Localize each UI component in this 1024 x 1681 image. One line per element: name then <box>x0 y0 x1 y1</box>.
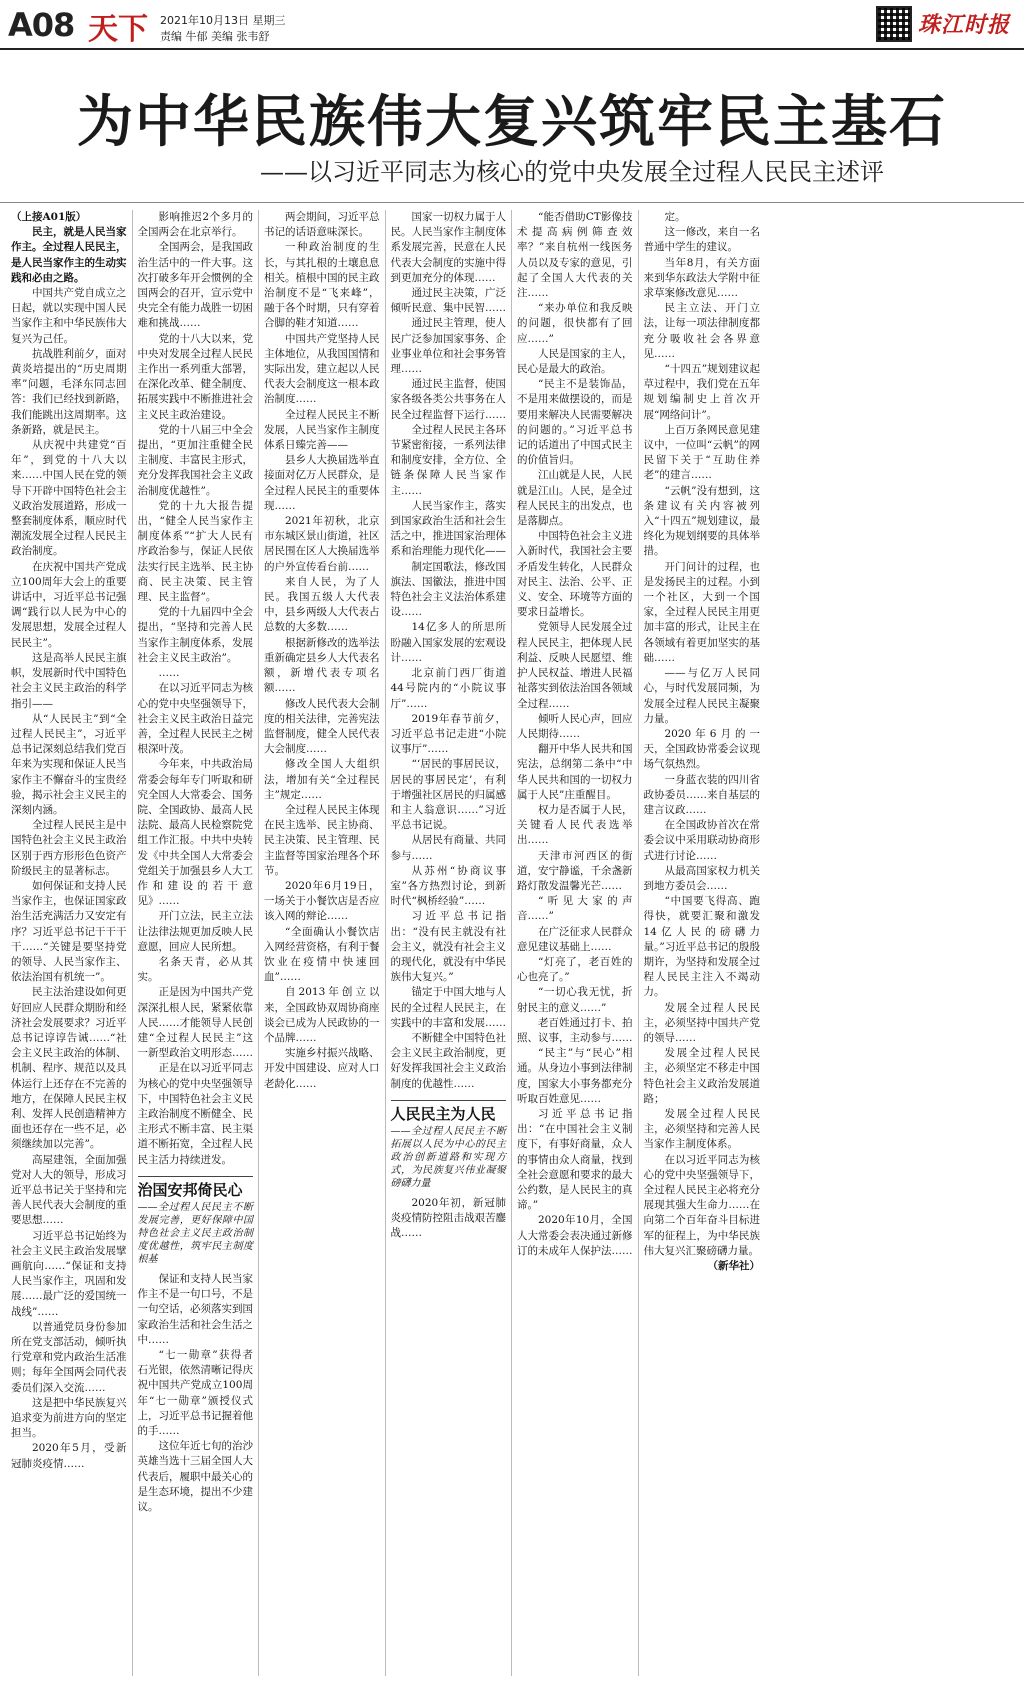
subsection-people-body <box>391 1196 507 1242</box>
paragraph: “‘居民的事居民议，居民的事居民定’，有利于增强社区居民的归属感和主人翁意识……”习近平总书记说。 <box>390 758 506 832</box>
paragraph: “七一勋章”获得者石光银，依然清晰记得庆祝中国共产党成立100周年“七一勋章”颁授仪式上，习近平总书记握着他的手…… <box>137 1349 253 1438</box>
paragraph: …… <box>158 667 180 680</box>
paragraph: 正是在以习近平同志为核心的党中央坚强领导下，中国特色社会主义民主政治制度不断健全、民主形式不断丰富、民主渠道不断拓宽，全过程人民民主活力持续迸发。 <box>137 1062 253 1166</box>
subsection-governance <box>138 1176 254 1266</box>
paragraph: 2021年初秋，北京市东城区景山街道，社区居民围在区人大换届选举的户外宣传看台前…… <box>264 515 380 573</box>
column-5 <box>512 210 639 1676</box>
paragraph: 江山就是人民，人民就是江山。人民，是全过程人民民主的出发点，也是落脚点。 <box>517 469 633 528</box>
paragraph: 2020年初，新冠肺炎疫情防控阻击战艰苦鏖战…… <box>390 1196 506 1240</box>
paragraph: 发展全过程人民民主，必须坚持中国共产党的领导…… <box>643 1001 760 1044</box>
paragraph: “一切心我无忧，折射民主的意义……” <box>517 986 633 1014</box>
editors-line: 责编 牛郁 美编 张韦舒 <box>160 30 270 43</box>
paragraph: 从庆祝中共建党“百年”，到党的十八大以来……中国人民在党的领导下开辟中国特色社会主义政治发展道路，形成一整套制度体系，顺应时代潮流发展全过程人民民主政治制度。 <box>11 439 127 558</box>
paragraph: 全过程人民民主是中国特色社会主义民主政治区别于西方形形色色资产阶级民主的显著标志。 <box>11 819 127 877</box>
paragraph: 民主立法、开门立法，让每一项法律制度都充分吸收社会各界意见…… <box>643 302 760 360</box>
paragraph: 在庆祝中国共产党成立100周年大会上的重要讲话中，习近平总书记强调“践行以人民为中心的发展思想，发展全过程人民民主”。 <box>11 560 127 649</box>
paragraph: 今年来，中共政治局常委会每年专门听取和研究全国人大常委会、国务院、全国政协、最高人民法院、最高人民检察院党组工作汇报。中共中央转发《中共全国人大常委会党组关于加强县乡人大工作和建设的若干意见》…… <box>137 758 253 908</box>
paragraph: 定。 <box>664 211 686 223</box>
paragraph: 中国共产党坚持人民主体地位，从我国国情和实际出发，建立起以人民代表大会制度这一根本政治制度…… <box>264 332 380 406</box>
paragraph: 开门问计的过程，也是发扬民主的过程。小到一个社区，大到一个国家，全过程人民民主用更加丰富的形式，让民主在各领域有着更加坚实的基础…… <box>643 560 760 664</box>
paragraph: 民主法治建设如何更好回应人民群众期盼和经济社会发展要求？习近平总书记谆谆告诫……“社会主义民主政治的体制、机制、程序、规范以及具体运行上还存在不完善的地方，在保障人民民主权利、发挥人民创造精神方面也还存在一些不足，必须继续加以完善”。 <box>11 986 127 1151</box>
paragraph: 自2013年创立以来，全国政协双周协商座谈会已成为人民政协的一个品牌…… <box>264 986 380 1044</box>
paragraph: 一身蓝衣装的四川省政协委员……来自基层的建言议政…… <box>643 773 760 816</box>
paragraph: 人民是国家的主人，民心是最大的政治。 <box>517 347 633 376</box>
page-number: A08 <box>8 6 75 44</box>
paragraph: 2020年6月19日，一场关于小餐饮店是否应该入网的辩论…… <box>264 879 380 923</box>
paragraph: 制定国歌法，修改国旗法、国徽法，推进中国特色社会主义法治体系建设…… <box>390 560 506 619</box>
paragraph: 锚定于中国大地与人民的全过程人民民主，在实践中的丰富和发展…… <box>390 986 506 1029</box>
column-1 <box>6 210 133 1676</box>
paragraph: 中国特色社会主义进入新时代，我国社会主要矛盾发生转化，人民群众对民主、法治、公平、正义、安全、环境等方面的要求日益增长。 <box>517 530 633 619</box>
paragraph: 2020年6月的一天，全国政协常委会议现场气氛热烈。 <box>643 727 760 771</box>
paragraph: 不断健全中国特色社会主义民主政治制度，更好发挥我国社会主义政治制度的优越性…… <box>390 1031 506 1090</box>
paragraph: “灯亮了，老百姓的心也亮了。” <box>517 955 633 984</box>
paragraph: 从最高国家权力机关到地方委员会…… <box>643 864 760 892</box>
paragraph: 全过程人民民主各环节紧密衔接，一系列法律和制度安排，全方位、全链条保障人民当家作主…… <box>390 423 506 497</box>
paragraph: 14亿多人的所思所盼融入国家发展的宏观设计…… <box>390 621 506 664</box>
subsection-summary: ——全过程人民民主不断拓展以人民为中心的民主政治创新道路和实现方式，为民族复兴伟业凝聚磅礴力量 <box>390 1125 506 1189</box>
subsection-summary: ——全过程人民民主不断发展完善，更好保障中国特色社会主义民主政治制度优越性，筑牢民主制度根基 <box>137 1202 253 1265</box>
paragraph: 习近平总书记始终为社会主义民主政治发展擘画航向……“保证和支持人民当家作主，巩固和发展……最广泛的爱国统一战线”…… <box>11 1229 127 1318</box>
column-6 <box>639 210 766 1676</box>
paragraph: “十四五”规划建议起草过程中，我们党在五年规划编制史上首次开展“网络问计”。 <box>643 363 760 421</box>
paragraph: “民主不是装饰品，不是用来做摆设的，而是要用来解决人民需要解决的问题的。”习近平总书记的话道出了中国式民主的价值旨归。 <box>517 378 633 467</box>
paragraph: 上百万条网民意见建议中，一位叫“云帆”的网民留下关于“互助住养老”的建言…… <box>643 423 760 482</box>
paragraph: 党领导人民发展全过程人民民主，把体现人民利益、反映人民愿望、维护人民权益、增进人民福祉落实到依法治国各领域全过程…… <box>517 621 633 710</box>
paragraph: 北京前门西厂街道44号院内的“小院议事厅”…… <box>390 667 506 710</box>
paper-logo: 珠江时报 <box>918 12 1011 38</box>
paragraph: 在以习近平同志为核心的党中央坚强领导下，社会主义民主政治日益完善，全过程人民民主之树根深叶茂。 <box>137 682 253 756</box>
paragraph: 这是高举人民民主旗帜，发展新时代中国特色社会主义民主政治的科学指引—— <box>11 651 127 710</box>
paragraph: 老百姓通过打卡、拍照、议事，主动参与…… <box>517 1016 633 1044</box>
paragraph: 一种政治制度的生长，与其扎根的土壤息息相关。植根中国的民主政治制度不是“飞来峰”，融于各个时期，只有穿着合脚的鞋才知道…… <box>264 241 380 330</box>
paragraph: “中国要飞得高、跑得快，就要汇聚和激发14亿人民的磅礴力量。”习近平总书记的殷殷期许，为坚持和发展全过程人民民主注入不竭动力。 <box>643 895 760 999</box>
paragraph: 开门立法，民主立法让法律法规更加反映人民意愿，回应人民所想。 <box>137 910 253 953</box>
paragraph: 国家一切权力属于人民。人民当家作主制度体系发展完善，民意在人民代表大会制度的实施中得到更加充分的体现…… <box>390 211 506 284</box>
subsection-title: 人民民主为人民 <box>391 1100 507 1122</box>
paragraph: 通过民主监督，使国家各级各类公共事务在人民全过程监督下运行…… <box>390 378 506 421</box>
paragraph: 中国共产党自成立之日起，就以实现中国人民当家作主和中华民族伟大复兴为己任。 <box>11 287 127 345</box>
column-2-text <box>138 210 254 1168</box>
paragraph: 影响推迟2个多月的全国两会在北京举行。 <box>137 211 253 239</box>
paragraph: 习近平总书记指出：“没有民主就没有社会主义，就没有社会主义的现代化，就没有中华民族伟大复兴。” <box>390 910 506 984</box>
paragraph: 这一修改，来自一名普通中学生的建议。 <box>643 226 760 254</box>
paragraph: 2020年10月，全国人大常委会表决通过新修订的未成年人保护法…… <box>517 1214 633 1257</box>
paragraph: （上接A01版） <box>11 211 87 223</box>
masthead <box>0 0 1024 60</box>
paragraph: 来自人民，为了人民。我国五级人大代表中，县乡两级人大代表占总数的大多数…… <box>264 575 380 634</box>
paragraph: 2020年5月，受新冠肺炎疫情…… <box>11 1442 127 1470</box>
column-3 <box>259 210 386 1676</box>
paragraph: “听见大家的声音……” <box>517 895 633 923</box>
paragraph: “全面确认小餐饮店入网经营资格，有利于餐饮业在疫情中快速回血”…… <box>264 925 380 984</box>
paragraph: 两会期间，习近平总书记的话语意味深长。 <box>264 211 380 239</box>
paragraph: “云帆”没有想到，这条建议有关内容被列入“十四五”规划建议，最终化为规划纲要的具体举措。 <box>643 484 760 558</box>
paragraph: 正是因为中国共产党深深扎根人民，紧紧依靠人民……才能领导人民创建“全过程人民民主”这一新型政治文明形态…… <box>137 986 253 1060</box>
paragraph: 党的十八届三中全会提出，“更加注重健全民主制度、丰富民主形式，充分发挥我国社会主义政治制度优越性”。 <box>137 423 253 497</box>
paragraph: 从居民有商量、共同参与…… <box>390 834 506 862</box>
paragraph: 倾听人民心声，回应人民期待…… <box>517 712 633 740</box>
paragraph: 通过民主决策，广泛倾听民意、集中民智…… <box>390 287 506 315</box>
paragraph: 在广泛征求人民群众意见建议基础上…… <box>517 925 633 953</box>
paragraph: 发展全过程人民民主，必须坚持和完善人民当家作主制度体系。 <box>643 1107 760 1151</box>
article-body <box>6 210 1018 1676</box>
paragraph: 保证和支持人民当家作主不是一句口号，不是一句空话，必须落实到国家政治生活和社会生活之中…… <box>137 1273 253 1346</box>
paragraph: （新华社） <box>707 1260 760 1273</box>
paragraph: 习近平总书记指出：“在中国社会主义制度下，有事好商量，众人的事情由众人商量，找到全社会意愿和要求的最大公约数，是人民民主的真谛。” <box>517 1107 633 1212</box>
column-2 <box>133 210 260 1676</box>
paragraph: 实施乡村振兴战略、开发中国建设、应对人口老龄化…… <box>264 1047 380 1090</box>
paragraph: ——与亿万人民同心，与时代发展同频，为发展全过程人民民主凝聚力量。 <box>643 667 760 725</box>
subsection-governance-body <box>138 1272 254 1515</box>
paragraph: 通过民主管理，使人民广泛参加国家事务、企业事业单位和社会事务管理…… <box>390 317 506 376</box>
paragraph: 党的十九届四中全会提出，“坚持和完善人民当家作主制度体系，发展社会主义民主政治”。 <box>137 606 253 664</box>
paragraph: 如何保证和支持人民当家作主，也保证国家政治生活充满活力又安定有序？习近平总书记干干干干……“关键是要坚持党的领导、人民当家作主、依法治国有机统一”。 <box>11 879 127 984</box>
paragraph: 县乡人大换届选举直接面对亿万人民群众，是全过程人民民主的重要体现…… <box>264 454 380 512</box>
paragraph: 高屋建瓴，全面加强党对人大的领导，形成习近平总书记关于坚持和完善人民代表大会制度的重要思想…… <box>11 1153 127 1227</box>
paragraph: 抗战胜利前夕，面对黄炎培提出的“历史周期率”问题，毛泽东同志回答：我们已经找到新路，我们能跳出这周期率。这条新路，就是民主。 <box>11 347 127 436</box>
paragraph: 全过程人民民主不断发展，人民当家作主制度体系日臻完善—— <box>264 408 380 452</box>
headline: 为中华民族伟大复兴筑牢民主基石 <box>77 90 947 155</box>
paragraph: 当年8月，有关方面来到华东政法大学附中征求草案修改意见…… <box>643 256 760 300</box>
paragraph: 权力是否属于人民，关键看人民代表选举出…… <box>517 803 633 847</box>
paragraph: 全国两会，是我国政治生活中的一件大事。这次打破多年开会惯例的全国两会的召开，宣示党中央完全有能力战胜一切困难和挑战…… <box>137 241 253 330</box>
masthead-rule <box>0 48 1024 50</box>
headline-rule <box>0 202 1024 203</box>
paragraph: 天津市河西区的街道，安宁静谧，千余盏新路灯散发温馨光芒…… <box>517 849 633 892</box>
paragraph: 全过程人民民主体现在民主选举、民主协商、民主决策、民主管理、民主监督等国家治理各个环节。 <box>264 803 380 877</box>
paragraph: 以普通党员身份参加所在党支部活动，倾听执行党章和党内政治生活准则；每年全国两会同代表委员们深入交流…… <box>11 1320 127 1394</box>
paragraph: 根据新修改的选举法重新确定县乡人大代表名额，新增代表专项名额…… <box>264 636 380 695</box>
paragraph: 2019年春节前夕，习近平总书记走进“小院议事厅”…… <box>390 712 506 756</box>
paragraph: 发展全过程人民民主，必须坚定不移走中国特色社会主义政治发展道路； <box>643 1047 760 1105</box>
paragraph: 翻开中华人民共和国宪法，总纲第二条中“中华人民共和国的一切权力属于人民”庄重醒目。 <box>517 743 633 801</box>
paragraph: 民主，就是人民当家作主。全过程人民民主，是人民当家作主的生动实践和必由之路。 <box>11 226 127 284</box>
paragraph: 这位年近七旬的治沙英雄当选十三届全国人大代表后，履职中最关心的是生态环境，提出不少建议。 <box>137 1440 253 1514</box>
paragraph: 修改全国人大组织法，增加有关“全过程民主”规定…… <box>264 758 380 801</box>
issue-date: 2021年10月13日 星期三 <box>160 14 286 27</box>
column-4 <box>386 210 513 1676</box>
paragraph: 人民当家作主，落实到国家政治生活和社会生活之中，推进国家治理体系和治理能力现代化—— <box>390 499 506 558</box>
paragraph: 党的十八大以来，党中央对发展全过程人民民主作出一系列重大部署，在深化改革、健全制度、拓展实践中不断推进社会主义民主政治建设。 <box>137 332 253 421</box>
section-name: 天下 <box>88 12 148 47</box>
subheadline: ——以习近平同志为核心的党中央发展全过程人民民主述评 <box>260 158 884 186</box>
paragraph: 党的十九大报告提出，“健全人民当家作主制度体系”“扩大人民有序政治参与，保证人民依法实行民主选举、民主协商、民主决策、民主管理、民主监督”。 <box>137 499 253 604</box>
column-4-text <box>391 210 507 1092</box>
paragraph: 在全国政协首次在常委会议中采用联动协商形式进行讨论…… <box>643 819 760 862</box>
paragraph: “能否借助CT影像技术提高病例筛查效率？”来自杭州一线医务人员以及专家的意见，引起了全国人大代表的关注…… <box>517 211 633 300</box>
qr-code-icon <box>876 6 912 42</box>
subsection-title: 治国安邦倚民心 <box>138 1176 254 1198</box>
paragraph: 修改人民代表大会制度的相关法律，完善宪法监督制度，健全人民代表大会制度…… <box>264 697 380 756</box>
paragraph: 名条天青，必从其实。 <box>137 955 253 984</box>
paragraph: 从“人民民主”到“全过程人民民主”，习近平总书记深刻总结我们党百年来为实现和保证人民当家作主不懈奋斗的宝贵经验，揭示社会主义民主的深刻内涵。 <box>11 712 127 816</box>
paragraph: “民主”与“民心”相通。从身边小事到法律制度，国家大小事务都充分听取百姓意见…… <box>517 1047 633 1105</box>
paragraph: “来办单位和我反映的问题，很快都有了回应……” <box>517 302 633 345</box>
paragraph: 从苏州“协商议事室”各方热烈讨论，到新时代“枫桥经验”…… <box>390 864 506 908</box>
paragraph: 这是把中华民族复兴追求变为前进方向的坚定担当。 <box>11 1396 127 1440</box>
paragraph: 在以习近平同志为核心的党中央坚强领导下，全过程人民民主必将充分展现其强大生命力……在向第二个百年奋斗目标进军的征程上，为中华民族伟大复兴汇聚磅礴力量。 <box>643 1153 760 1257</box>
subsection-people <box>391 1100 507 1190</box>
